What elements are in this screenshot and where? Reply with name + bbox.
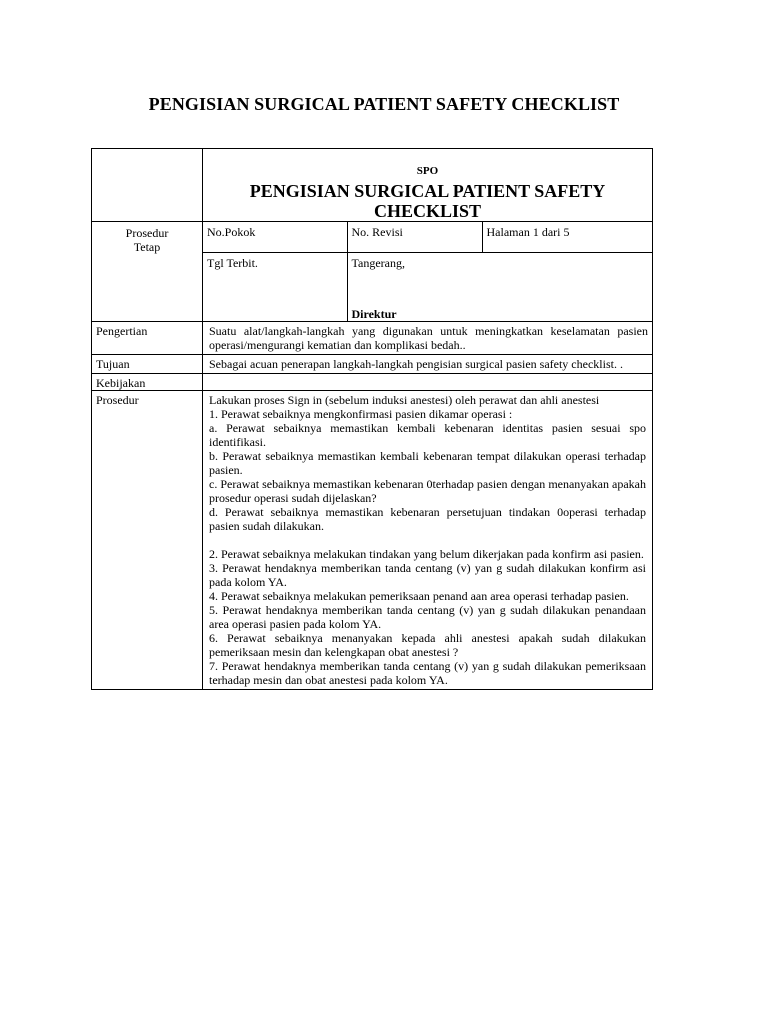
prosedur-content [203, 391, 653, 690]
no-pokok: No.Pokok [203, 222, 347, 253]
prosedur-step-3: 3. Perawat hendaknya memberikan tanda centang (v) yan g sudah dilakukan konfirm asi pada kolom YA. [209, 561, 646, 589]
meta-inner-row1 [203, 222, 653, 253]
meta-inner-row2 [203, 253, 653, 322]
prosedur-tetap-line2: Tetap [133, 240, 161, 254]
prosedur-label: Prosedur [92, 391, 203, 690]
header-cell [203, 149, 653, 222]
direktur: Direktur [351, 307, 397, 321]
pengertian-label: Pengertian [92, 322, 203, 355]
tangerang: Tangerang, [351, 256, 405, 270]
tgl-terbit: Tgl Terbit. [203, 253, 347, 322]
prosedur-step-1: 1. Perawat sebaiknya mengkonfirmasi pasien dikamar operasi : [209, 407, 513, 421]
prosedur-intro: Lakukan proses Sign in (sebelum induksi anestesi) oleh perawat dan ahli anestesi [209, 393, 600, 407]
prosedur-gap [209, 533, 646, 547]
prosedur-step-2: 2. Perawat sebaiknya melakukan tindakan yang belum dikerjakan pada konfirm asi pasien. [209, 547, 644, 561]
kebijakan-text [203, 374, 653, 391]
prosedur-step-1a: a. Perawat sebaiknya memastikan kembali kebenaran identitas pasien sesuai spo identifikasi. [209, 421, 646, 449]
prosedur-step-7: 7. Perawat hendaknya memberikan tanda centang (v) yan g sudah dilakukan pemeriksaan terhadap mesin dan obat anestesi pada kolom YA. [209, 659, 646, 687]
prosedur-step-1c: c. Perawat sebaiknya memastikan kebenaran 0terhadap pasien dengan menanyakan apakah prosedur operasi sudah dijelaskan? [209, 477, 646, 505]
prosedur-step-1b: b. Perawat sebaiknya memastikan kembali kebenaran tempat dilakukan operasi terhadap pasien. [209, 449, 646, 477]
tujuan-row [92, 355, 653, 374]
prosedur-step-4: 4. Perawat sebaiknya melakukan pemeriksaan penand aan area operasi terhadap pasien. [209, 589, 629, 603]
prosedur-row [92, 391, 653, 690]
spo-title-line2: CHECKLIST [373, 201, 482, 221]
prosedur-tetap-label [92, 222, 203, 322]
meta-row [92, 222, 653, 322]
logo-cell [92, 149, 203, 222]
prosedur-step-1d: d. Perawat sebaiknya memastikan kebenaran persetujuan tindakan 0operasi terhadap pasien sudah dilakukan. [209, 505, 646, 533]
pengertian-row [92, 322, 653, 355]
prosedur-step-6: 6. Perawat sebaiknya menanyakan kepada ahli anestesi apakah sudah dilakukan pemeriksaan mesin dan kelengkapan obat anestesi ? [209, 631, 646, 659]
pengertian-text: Suatu alat/langkah-langkah yang digunakan untuk meningkatkan keselamatan pasien operasi/mengurangi kematian dan komplikasi bedah.. [203, 322, 653, 355]
kebijakan-row [92, 374, 653, 391]
sop-table [91, 148, 653, 690]
meta-inner-table [203, 222, 653, 321]
meta-cell [203, 222, 653, 322]
tangerang-cell [347, 253, 653, 322]
header-row [92, 149, 653, 222]
tujuan-label: Tujuan [92, 355, 203, 374]
tujuan-text: Sebagai acuan penerapan langkah-langkah pengisian surgical pasien safety checklist. . [203, 355, 653, 374]
spo-title-line1: PENGISIAN SURGICAL PATIENT SAFETY [249, 181, 606, 201]
page-title: PENGISIAN SURGICAL PATIENT SAFETY CHECKLIST [148, 94, 620, 114]
halaman: Halaman 1 dari 5 [486, 225, 570, 239]
no-revisi: No. Revisi [347, 222, 482, 253]
spo-label: SPO [416, 165, 439, 177]
prosedur-tetap-line1: Prosedur [125, 226, 169, 240]
prosedur-step-5: 5. Perawat hendaknya memberikan tanda centang (v) yan g sudah dilakukan penandaan area operasi pasien pada kolom YA. [209, 603, 646, 631]
kebijakan-label: Kebijakan [92, 374, 203, 391]
